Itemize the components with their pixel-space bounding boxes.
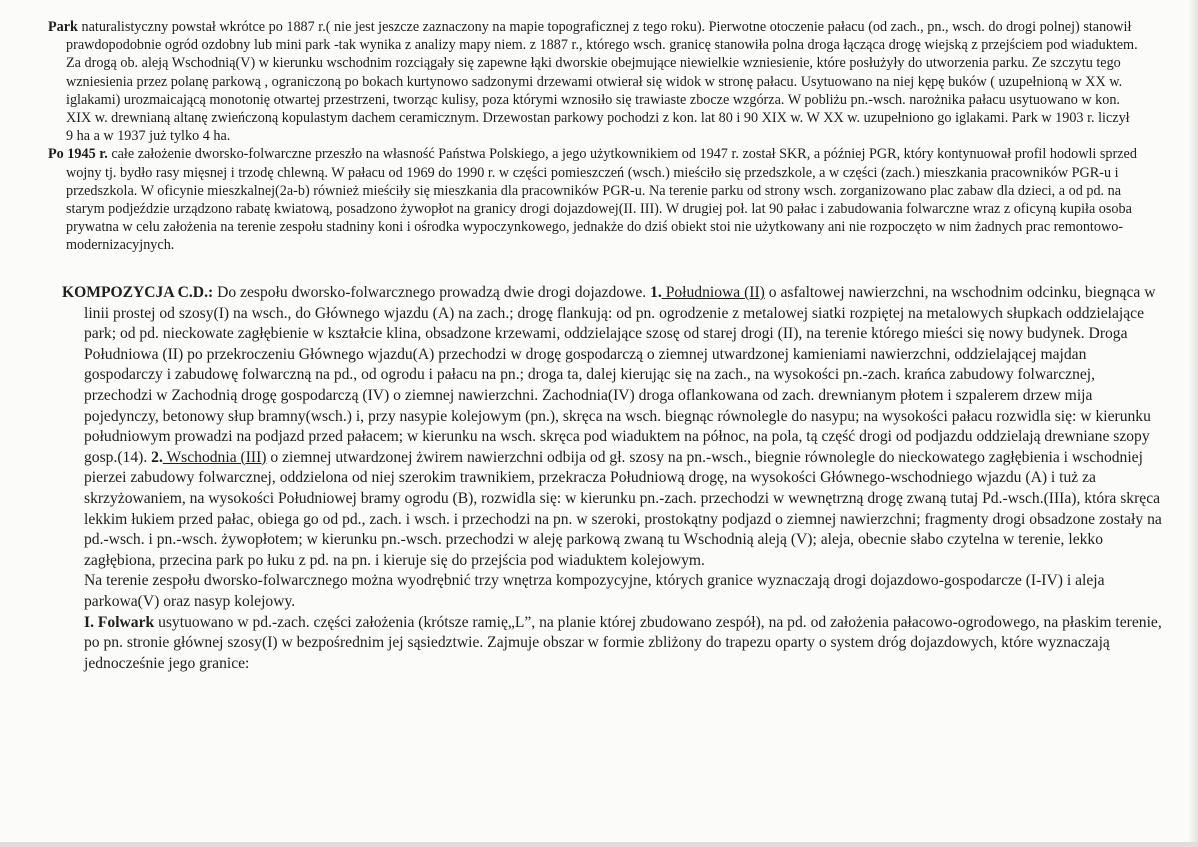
folwark-text: usytuowano w pd.-zach. części założenia (krótsze ramię„L”, na planie której zbudowano zespół), na pd. od założenia pałacowo-ogrodowego, na płaskim terenie, po pn. stronie głównej szosy(I) w bezpośrednim jej sąsiedztwie. Zajmuje obszar w formie zbliżony do trapezu oparty o system dróg dojazdowych, które wyznaczają jednocześnie jego granice:: [84, 613, 1162, 672]
interiors-paragraph: Na terenie zespołu dworsko-folwarcznego można wyodrębnić trzy wnętrza kompozycyjne, których granice wyznaczają drogi dojazdowo-gospodarcze (I-IV) i aleja parkowa(V) oraz nasyp kolejowy.: [84, 572, 1105, 610]
composition-text-c: o ziemnej utwardzonej żwirem nawierzchni odbija od gł. szosy na pn.-wsch., biegnie równolegle do nieckowatego zagłębienia i wschodniej pierzei zabudowy folwarcznej, oddzielona od niej szerokim trawnikiem, przekracza Południową drogę, na wysokości Głównego-wschodniego wjazdu (A) i tuż za skrzyżowaniem, na wysokości Południowej bramy ogrodu (B), rozwidla się: w kierunku pn.-zach. przechodzi w wewnętrzną drogę zwaną tutaj Pd.-wsch.(IIIa), która skręca lekkim łukiem przed pałac, obiega go od pd., zach. i wsch. i przechodzi na pn. w szeroki, prostokątny podjazd o ziemnej nawierzchni; fragmenty drogi obsadzone zostały na pd.-wsch. i pn.-wsch. żywopłotem; w kierunku pn.-wsch. przechodzi w aleję parkową zwaną tu Wschodnią aleją (V); aleja, obecnie słabo czytelna w terenie, lekko zagłębiona, przecina park po łuku z pd. na pn. i kieruje się do przejścia pod wiaduktem kolejowym.: [84, 448, 1162, 569]
post-1945-text: całe założenie dworsko-folwarczne przeszło na własność Państwa Polskiego, a jego użytkownikiem od 1947 r. został SKR, a później PGR, który kontynuował profil hodowli sprzed wojny tj. bydło rasy mięsnej i trzodę chlewną. W pałacu od 1969 do 1990 r. w części pomieszczeń (wsch.) mieściło się przedszkole, a w części (zach.) mieszkania pracowników PGR-u i przedszkola. W oficynie mieszkalnej(2a-b) również mieściły się mieszkania dla pracowników PGR-u. Na terenie parku od strony wsch. zorganizowano plac zabaw dla dzieci, a od pd. na starym podjeździe urządzono rabatę kwiatową, posadzono żywopłot na granicy drogi dojazdowej(II. III). W drugiej poł. lat 90 pałac i zabudowania folwarczne wraz z oficyną kupiła osoba prywatna w celu założenia na terenie zespołu stadniny koni i ośrodka wypoczynkowego, jednakże do dziś obiekt stoi nie użytkowany ani nie rozpoczęto w nim żadnych prac remontowo-modernizacyjnych.: [66, 146, 1137, 254]
park-paragraph: [48, 18, 1140, 145]
post-1945-paragraph: [48, 145, 1140, 254]
post-1945-lead: Po 1945 r.: [48, 146, 108, 163]
scan-edge-right: [1188, 0, 1198, 847]
history-section: [48, 18, 1140, 255]
road-1-number: 1.: [650, 284, 662, 301]
composition-paragraph: [62, 283, 1164, 571]
composition-text-a: Do zespołu dworsko-folwarcznego prowadzą dwie drogi dojazdowe.: [213, 284, 651, 301]
folwark-lead: I. Folwark: [84, 613, 155, 631]
composition-heading: KOMPOZYCJA C.D.:: [62, 284, 214, 301]
composition-text-b: o asfaltowej nawierzchni, na wschodnim odcinku, biegnąca w linii prostej od szosy(I) na wsch., do Głównego wjazdu (A) na zach.; drogę flankują: od pn. ogrodzenie z metalowej siatki rozpiętej na metalowych słupkach oddzielające park; od pd. nieckowate zagłębienie w kształcie klina, obsadzone krzewami, oddzielające szosę od starej drogi (II), na terenie którego mieści się nowy budynek. Droga Południowa (II) po przekroczeniu Głównego wjazdu(A) przechodzi w drogę gospodarczą o ziemnej utwardzonej kamieniami nawierzchni, oddzielającej majdan gospodarczy i zabudowę folwarczną na pd., od ogrodu i pałacu na pn.; droga ta, dalej kierując się na zach., na wysokości pn.-zach. krańca zabudowy folwarcznej, przechodzi w Zachodnią drogę gospodarczą (IV) o ziemnej nawierzchni. Zachodnia(IV) droga oflankowana od zach. drewnianym płotem i szpalerem drzew mija pojedynczy, betonowy słup bramny(wsch.) i, przy nasypie kolejowym (pn.), skręca na wsch. biegnąc równolegle do nasypu; na wysokości pałacu rozwidla się: w kierunku południowym prowadzi na podjazd przed pałacem; w kierunku na wsch. skręca pod wiaduktem na północ, na pola, tą część drogi od podjazdu oddzielają drewniane szopy gosp.(14).: [84, 284, 1156, 466]
road-east-label: Wschodnia (III): [162, 448, 267, 466]
road-2-number: 2.: [151, 448, 163, 466]
road-south-label: Południowa (II): [661, 284, 765, 301]
park-lead: Park: [48, 19, 78, 35]
composition-section: [62, 283, 1164, 674]
park-text: naturalistyczny powstał wkrótce po 1887 r.( nie jest jeszcze zaznaczony na mapie topograficznej z tego roku). Pierwotne otoczenie pałacu (od zach., pn., wsch. do drogi polnej) stanowił prawdopodobnie ogród ozdobny lub mini park -tak wynika z analizy mapy niem. z 1887 r., którego wsch. granicę stanowiła polna droga łącząca drogę wiejską z przejściem pod wiaduktem. Za drogą ob. aleją Wschodnią(V) w kierunku wschodnim rozciągały się zapewne łąki dworskie obejmujące niewielkie wzniesienie, które posłużyły do utworzenia parku. Ze szczytu tego wzniesienia przez polanę parkową , ograniczoną po bokach kurtynowo sadzonymi drzewami otwierał się widok w stronę pałacu. Usytuowano na niej kępę buków ( uzupełnioną w XX w. iglakami) urozmaicającą monotonię otwartej przestrzeni, tworząc kulisy, poza którymi wznosiło się trawiaste zbocze wzgórza. W pobliżu pn.-wsch. narożnika pałacu usytuowano w kon. XIX w. drewnianą altanę zwieńczoną kopulastym dachem ceramicznym. Drzewostan parkowy pochodzi z kon. lat 80 i 90 XIX w. W XX w. uzupełniono go iglakami. Park w 1903 r. liczył 9 ha a w 1937 już tylko 4 ha.: [66, 19, 1138, 145]
folwark-paragraph: [62, 613, 1164, 675]
scan-edge-bottom: [0, 842, 1198, 847]
